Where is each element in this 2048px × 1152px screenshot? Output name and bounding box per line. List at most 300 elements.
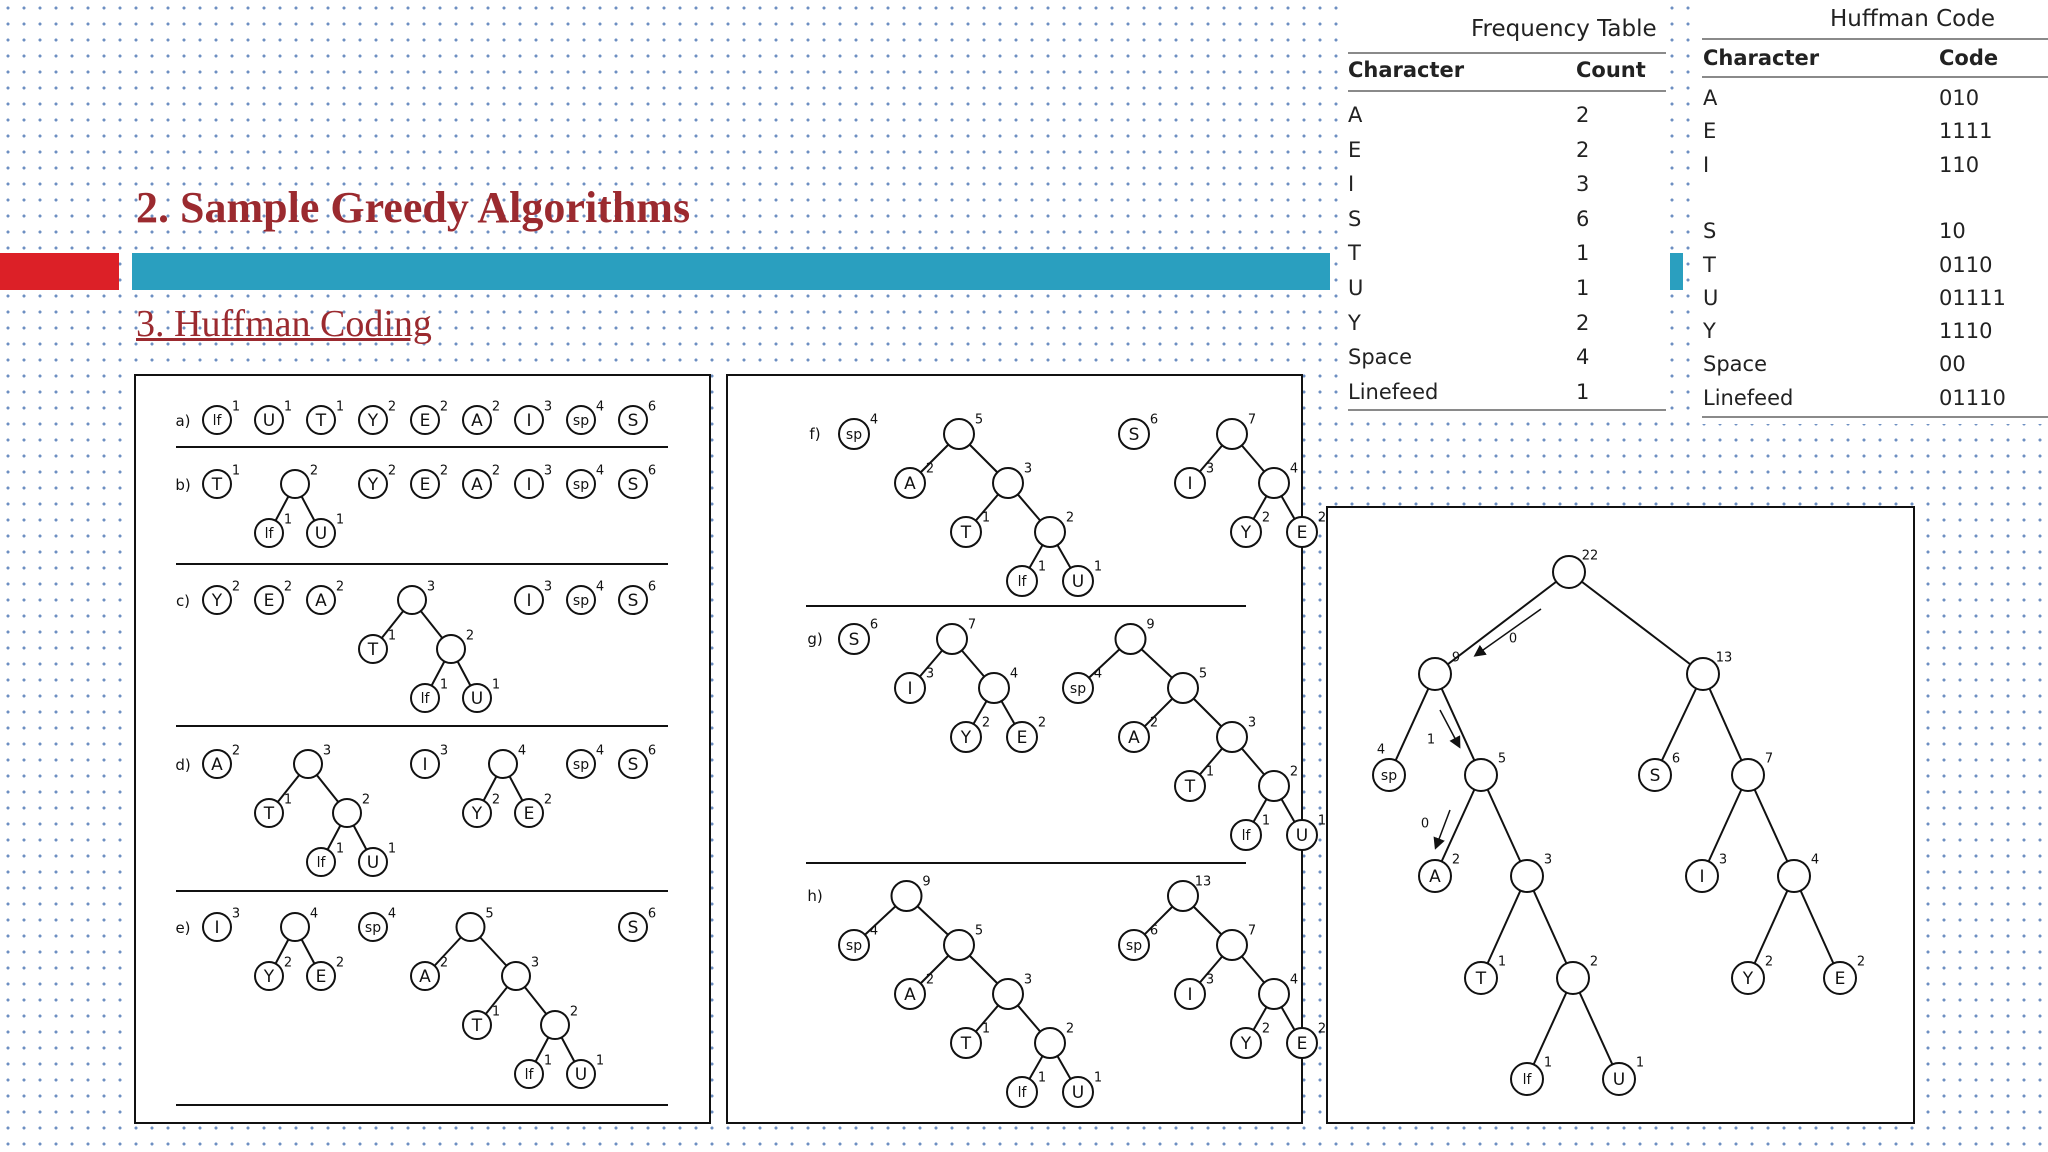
node-weight: 2 (439, 463, 449, 479)
path-bit-label: 1 (1426, 732, 1436, 748)
huffman-steps-panel-left (134, 374, 711, 1124)
node-weight: 2 (387, 399, 397, 415)
node-weight: 2 (1317, 510, 1327, 526)
tree-node (1035, 1028, 1065, 1058)
step-label: b) (175, 476, 191, 494)
node-weight: 5 (974, 412, 984, 428)
node-weight: 2 (925, 461, 935, 477)
node-label: A (904, 474, 916, 494)
node-weight: 1 (1093, 559, 1103, 575)
node-weight: 2 (1764, 954, 1774, 970)
node-weight: 4 (595, 579, 605, 595)
node-label: U (1612, 1070, 1626, 1090)
node-label: A (211, 755, 223, 775)
node-label: sp (572, 477, 590, 493)
node-weight: 9 (1451, 650, 1461, 666)
table-cell-value: 1110 (1939, 319, 1993, 344)
table-cell-character: E (1703, 119, 1717, 144)
node-weight: 7 (1247, 923, 1257, 939)
tree-node (937, 624, 967, 654)
node-label: E (315, 967, 327, 987)
node-label: Y (1240, 1034, 1252, 1054)
node-weight: 1 (387, 628, 397, 644)
node-label: I (1187, 474, 1193, 494)
slide-subtitle: 3. Huffman Coding (136, 303, 432, 345)
tree-node (457, 913, 485, 941)
node-weight: 9 (922, 874, 931, 890)
node-label: Y (367, 475, 379, 495)
column-header-character: Character (1703, 46, 1820, 70)
node-label: A (1429, 867, 1441, 887)
node-weight: 4 (869, 412, 879, 428)
tree-node (294, 750, 322, 778)
tree-node (993, 468, 1023, 498)
tree-node (1557, 962, 1589, 994)
node-weight: 1 (1037, 559, 1047, 575)
tree-node (993, 979, 1023, 1009)
node-label: sp (1125, 938, 1143, 954)
tree-node (281, 470, 309, 498)
table-cell-character: Linefeed (1348, 379, 1439, 404)
divider (1702, 416, 2048, 418)
node-weight: 2 (1261, 510, 1271, 526)
table-cell-character: A (1348, 103, 1363, 127)
node-label: lf (1241, 828, 1251, 844)
node-weight: 3 (1247, 715, 1257, 731)
huffman-code-title: Huffman Code (1830, 6, 1995, 32)
node-weight: 4 (1093, 666, 1103, 682)
node-weight: 3 (1023, 972, 1033, 988)
node-label: E (1016, 728, 1028, 748)
node-label: S (627, 918, 639, 938)
node-weight: 4 (1289, 461, 1299, 477)
node-weight: 1 (543, 1053, 553, 1069)
table-cell-value: 6 (1576, 206, 1590, 231)
node-weight: 2 (981, 715, 991, 731)
node-label: U (574, 1065, 588, 1085)
node-weight: 3 (543, 463, 553, 479)
node-weight: 1 (335, 512, 345, 528)
node-weight: 1 (981, 510, 991, 526)
node-label: E (523, 804, 535, 824)
huffman-steps-panel-middle (726, 374, 1327, 1124)
tree-node (541, 1011, 569, 1039)
column-header-count: Count (1576, 58, 1646, 82)
node-label: T (960, 523, 972, 543)
node-weight: 6 (647, 399, 657, 415)
node-label: I (1699, 867, 1705, 887)
step-label: d) (175, 756, 191, 774)
node-label: sp (572, 413, 590, 429)
node-label: E (419, 475, 431, 495)
table-cell-character: U (1348, 276, 1364, 300)
tree-edge (1569, 572, 1703, 674)
divider (1348, 409, 1666, 411)
step-label: g) (807, 630, 823, 648)
node-weight: 3 (1205, 461, 1215, 477)
tree-node (1732, 759, 1764, 791)
table-cell-character: U (1703, 285, 1719, 310)
node-weight: 1 (1205, 764, 1215, 780)
node-label: sp (572, 593, 590, 609)
node-label: T (367, 640, 379, 660)
tree-node (1217, 930, 1247, 960)
node-label: Y (960, 728, 972, 748)
node-label: sp (845, 938, 863, 954)
node-label: Y (1240, 523, 1252, 543)
node-label: Y (211, 591, 223, 611)
node-weight: 2 (491, 463, 501, 479)
table-cell-value: 2 (1576, 103, 1590, 127)
table-cell-character: T (1348, 241, 1361, 266)
node-weight: 2 (465, 628, 475, 644)
node-label: sp (845, 427, 863, 443)
node-weight: 2 (439, 955, 449, 971)
table-cell-character: E (1348, 137, 1362, 162)
table-cell-value: 1 (1576, 241, 1590, 266)
node-label: U (1295, 826, 1309, 846)
node-weight: 2 (439, 399, 449, 415)
node-weight: 4 (1009, 666, 1019, 682)
table-cell-value: 10 (1939, 219, 1966, 244)
node-weight: 2 (1065, 510, 1075, 526)
node-weight: 1 (491, 677, 501, 693)
node-label: I (526, 591, 532, 611)
table-cell-character: I (1348, 172, 1355, 197)
table-cell-value: 110 (1939, 152, 1980, 177)
step-label: c) (175, 592, 191, 610)
table-cell-value: 1 (1576, 276, 1590, 300)
table-cell-value: 01111 (1939, 285, 2006, 310)
tree-node (1511, 860, 1543, 892)
node-label: S (627, 755, 639, 775)
node-label: sp (1380, 768, 1398, 784)
node-label: I (1187, 985, 1193, 1005)
node-weight: 6 (647, 463, 657, 479)
table-cell-value: 00 (1939, 352, 1966, 377)
node-weight: 3 (543, 399, 553, 415)
node-label: lf (264, 526, 274, 542)
tree-node (1687, 658, 1719, 690)
node-weight: 1 (1093, 1070, 1103, 1086)
node-label: T (1475, 969, 1487, 989)
tree-node (333, 799, 361, 827)
table-cell-value: 4 (1576, 345, 1590, 370)
node-weight: 3 (1543, 852, 1553, 868)
node-label: E (419, 411, 431, 431)
divider (1348, 52, 1666, 54)
node-label: E (1834, 969, 1846, 989)
node-weight: 2 (925, 972, 935, 988)
node-label: Y (367, 411, 379, 431)
node-label: U (470, 689, 484, 709)
node-label: T (1184, 777, 1196, 797)
node-weight: 2 (1261, 1021, 1271, 1037)
tree-node (1259, 979, 1289, 1009)
table-cell-value: 3 (1576, 172, 1590, 197)
table-cell-character: Space (1703, 352, 1767, 377)
node-label: I (422, 755, 428, 775)
node-weight: 7 (1247, 412, 1257, 428)
table-cell-character: S (1703, 219, 1717, 244)
table-cell-character: Y (1703, 319, 1716, 344)
node-label: E (263, 591, 275, 611)
node-label: U (1071, 1083, 1085, 1103)
tree-node (1217, 419, 1247, 449)
node-weight: 2 (491, 399, 501, 415)
huffman-steps-a-to-e (136, 376, 709, 1122)
node-label: T (263, 804, 275, 824)
tree-node (1116, 624, 1146, 654)
node-weight: 2 (335, 955, 345, 971)
node-label: S (1128, 425, 1140, 445)
node-weight: 13 (1194, 874, 1212, 890)
node-weight: 2 (569, 1004, 579, 1020)
tree-node (1259, 468, 1289, 498)
node-label: A (315, 591, 327, 611)
node-label: lf (524, 1067, 534, 1083)
tree-node (398, 586, 426, 614)
node-weight: 1 (1543, 1055, 1553, 1071)
node-label: sp (572, 757, 590, 773)
node-label: I (526, 475, 532, 495)
node-weight: 3 (426, 579, 436, 595)
node-weight: 9 (1146, 617, 1155, 633)
node-label: I (214, 918, 220, 938)
node-weight: 1 (283, 512, 293, 528)
node-weight: 6 (647, 579, 657, 595)
table-cell-value: 01110 (1939, 385, 2006, 410)
node-weight: 1 (981, 1021, 991, 1037)
node-weight: 13 (1715, 650, 1733, 666)
tree-node (502, 962, 530, 990)
table-cell-character: T (1703, 252, 1716, 277)
node-label: T (960, 1034, 972, 1054)
tree-node (944, 419, 974, 449)
node-weight: 7 (1764, 751, 1774, 767)
node-weight: 6 (1671, 751, 1681, 767)
node-label: lf (212, 413, 222, 429)
table-cell-value: 2 (1576, 137, 1590, 162)
node-weight: 1 (595, 1053, 605, 1069)
node-label: U (314, 524, 328, 544)
final-huffman-tree (1328, 508, 1913, 1122)
node-weight: 1 (283, 792, 293, 808)
table-cell-value: 1 (1576, 379, 1590, 404)
column-header-code: Code (1939, 46, 1999, 70)
node-label: E (1296, 523, 1308, 543)
step-label: a) (175, 412, 191, 430)
node-weight: 2 (1589, 954, 1599, 970)
node-weight: 1 (439, 677, 449, 693)
node-weight: 6 (647, 906, 657, 922)
node-weight: 4 (595, 399, 605, 415)
node-label: A (471, 411, 483, 431)
node-weight: 1 (1037, 1070, 1047, 1086)
table-cell-value: 010 (1939, 86, 1980, 110)
node-label: Y (263, 967, 275, 987)
node-weight: 4 (309, 906, 319, 922)
node-weight: 4 (869, 923, 879, 939)
tree-node (1465, 759, 1497, 791)
node-weight: 1 (1497, 954, 1507, 970)
node-label: U (366, 853, 380, 873)
node-weight: 4 (1289, 972, 1299, 988)
node-weight: 3 (543, 579, 553, 595)
step-label: h) (807, 887, 823, 905)
column-header-character: Character (1348, 58, 1465, 82)
tree-node (1217, 722, 1247, 752)
divider (1348, 90, 1666, 92)
node-label: U (262, 411, 276, 431)
node-weight: 3 (1023, 461, 1033, 477)
node-label: lf (420, 691, 430, 707)
path-arrow (1436, 810, 1450, 847)
node-weight: 1 (1635, 1055, 1645, 1071)
table-cell-character: A (1703, 86, 1718, 110)
node-weight: 3 (1718, 852, 1728, 868)
node-weight: 3 (322, 743, 332, 759)
tree-node (281, 913, 309, 941)
node-weight: 3 (231, 906, 241, 922)
node-weight: 2 (1856, 954, 1866, 970)
tree-node (437, 635, 465, 663)
tree-node (1035, 517, 1065, 547)
node-weight: 5 (485, 906, 494, 922)
node-weight: 4 (595, 743, 605, 759)
node-label: S (627, 475, 639, 495)
node-weight: 4 (595, 463, 605, 479)
node-label: S (627, 591, 639, 611)
node-weight: 6 (1149, 923, 1159, 939)
node-weight: 6 (869, 617, 879, 633)
table-cell-character: Space (1348, 345, 1412, 370)
accent-bar-teal (132, 253, 1330, 290)
table-cell-character: Y (1348, 310, 1361, 335)
node-weight: 1 (1317, 813, 1327, 829)
tree-node (489, 750, 517, 778)
node-weight: 1 (491, 1004, 501, 1020)
node-weight: 2 (335, 579, 345, 595)
frequency-table (1344, 0, 1670, 418)
node-weight: 2 (231, 743, 241, 759)
node-label: lf (1017, 574, 1027, 590)
tree-node (1419, 658, 1451, 690)
node-weight: 5 (1198, 666, 1208, 682)
node-weight: 2 (231, 579, 241, 595)
node-label: T (211, 475, 223, 495)
node-label: sp (1069, 681, 1087, 697)
node-weight: 1 (335, 841, 345, 857)
node-label: E (1296, 1034, 1308, 1054)
node-weight: 3 (439, 743, 449, 759)
node-weight: 4 (387, 906, 397, 922)
node-weight: 7 (967, 617, 977, 633)
table-cell-character: I (1703, 152, 1710, 177)
node-weight: 2 (361, 792, 371, 808)
node-label: lf (1522, 1072, 1532, 1088)
node-weight: 1 (231, 399, 241, 415)
node-weight: 5 (1497, 751, 1507, 767)
node-weight: 1 (1261, 813, 1271, 829)
table-cell-character: S (1348, 206, 1362, 231)
node-weight: 1 (335, 399, 345, 415)
node-weight: 4 (1376, 742, 1386, 758)
tree-node (1259, 771, 1289, 801)
tree-node (892, 881, 922, 911)
node-weight: 2 (1065, 1021, 1075, 1037)
huffman-code-table (1700, 0, 2048, 424)
node-label: sp (364, 920, 382, 936)
step-label: f) (809, 425, 821, 443)
node-label: I (907, 679, 913, 699)
node-weight: 2 (1317, 1021, 1327, 1037)
node-weight: 6 (647, 743, 657, 759)
node-weight: 4 (517, 743, 527, 759)
node-label: lf (1017, 1085, 1027, 1101)
node-label: S (627, 411, 639, 431)
node-weight: 6 (1149, 412, 1159, 428)
node-weight: 2 (309, 463, 319, 479)
table-cell-value: 0110 (1939, 252, 1993, 277)
node-weight: 2 (283, 579, 293, 595)
node-weight: 1 (387, 841, 397, 857)
node-label: T (471, 1016, 483, 1036)
node-weight: 2 (387, 463, 397, 479)
node-label: A (1128, 728, 1140, 748)
node-label: T (315, 411, 327, 431)
slide-title: 2. Sample Greedy Algorithms (136, 183, 691, 232)
divider (1702, 38, 2048, 40)
frequency-table-title: Frequency Table (1471, 16, 1657, 42)
node-weight: 3 (1205, 972, 1215, 988)
node-weight: 3 (925, 666, 935, 682)
tree-node (1168, 673, 1198, 703)
tree-node (1778, 860, 1810, 892)
node-weight: 22 (1581, 548, 1599, 564)
node-weight: 2 (283, 955, 293, 971)
node-label: U (1071, 572, 1085, 592)
path-bit-label: 0 (1420, 816, 1430, 832)
divider (1702, 76, 2048, 78)
node-label: Y (1742, 969, 1754, 989)
tree-node (1553, 556, 1585, 588)
tree-node (979, 673, 1009, 703)
table-cell-value: 2 (1576, 310, 1590, 335)
node-weight: 2 (543, 792, 553, 808)
accent-bar-red (0, 253, 119, 290)
node-label: Y (471, 804, 483, 824)
node-weight: 1 (231, 463, 241, 479)
node-weight: 2 (1149, 715, 1159, 731)
node-weight: 1 (283, 399, 293, 415)
node-label: S (848, 630, 860, 650)
path-arrow (1440, 710, 1459, 746)
table-cell-character: Linefeed (1703, 385, 1794, 410)
node-label: A (471, 475, 483, 495)
node-label: A (904, 985, 916, 1005)
node-weight: 2 (1289, 764, 1299, 780)
huffman-steps-f-to-h (728, 376, 1327, 1122)
tree-node (944, 930, 974, 960)
node-label: I (526, 411, 532, 431)
node-weight: 2 (491, 792, 501, 808)
node-weight: 2 (1037, 715, 1047, 731)
node-weight: 3 (530, 955, 540, 971)
tree-node (1168, 881, 1198, 911)
step-label: e) (175, 919, 191, 937)
final-huffman-tree-panel (1326, 506, 1915, 1124)
